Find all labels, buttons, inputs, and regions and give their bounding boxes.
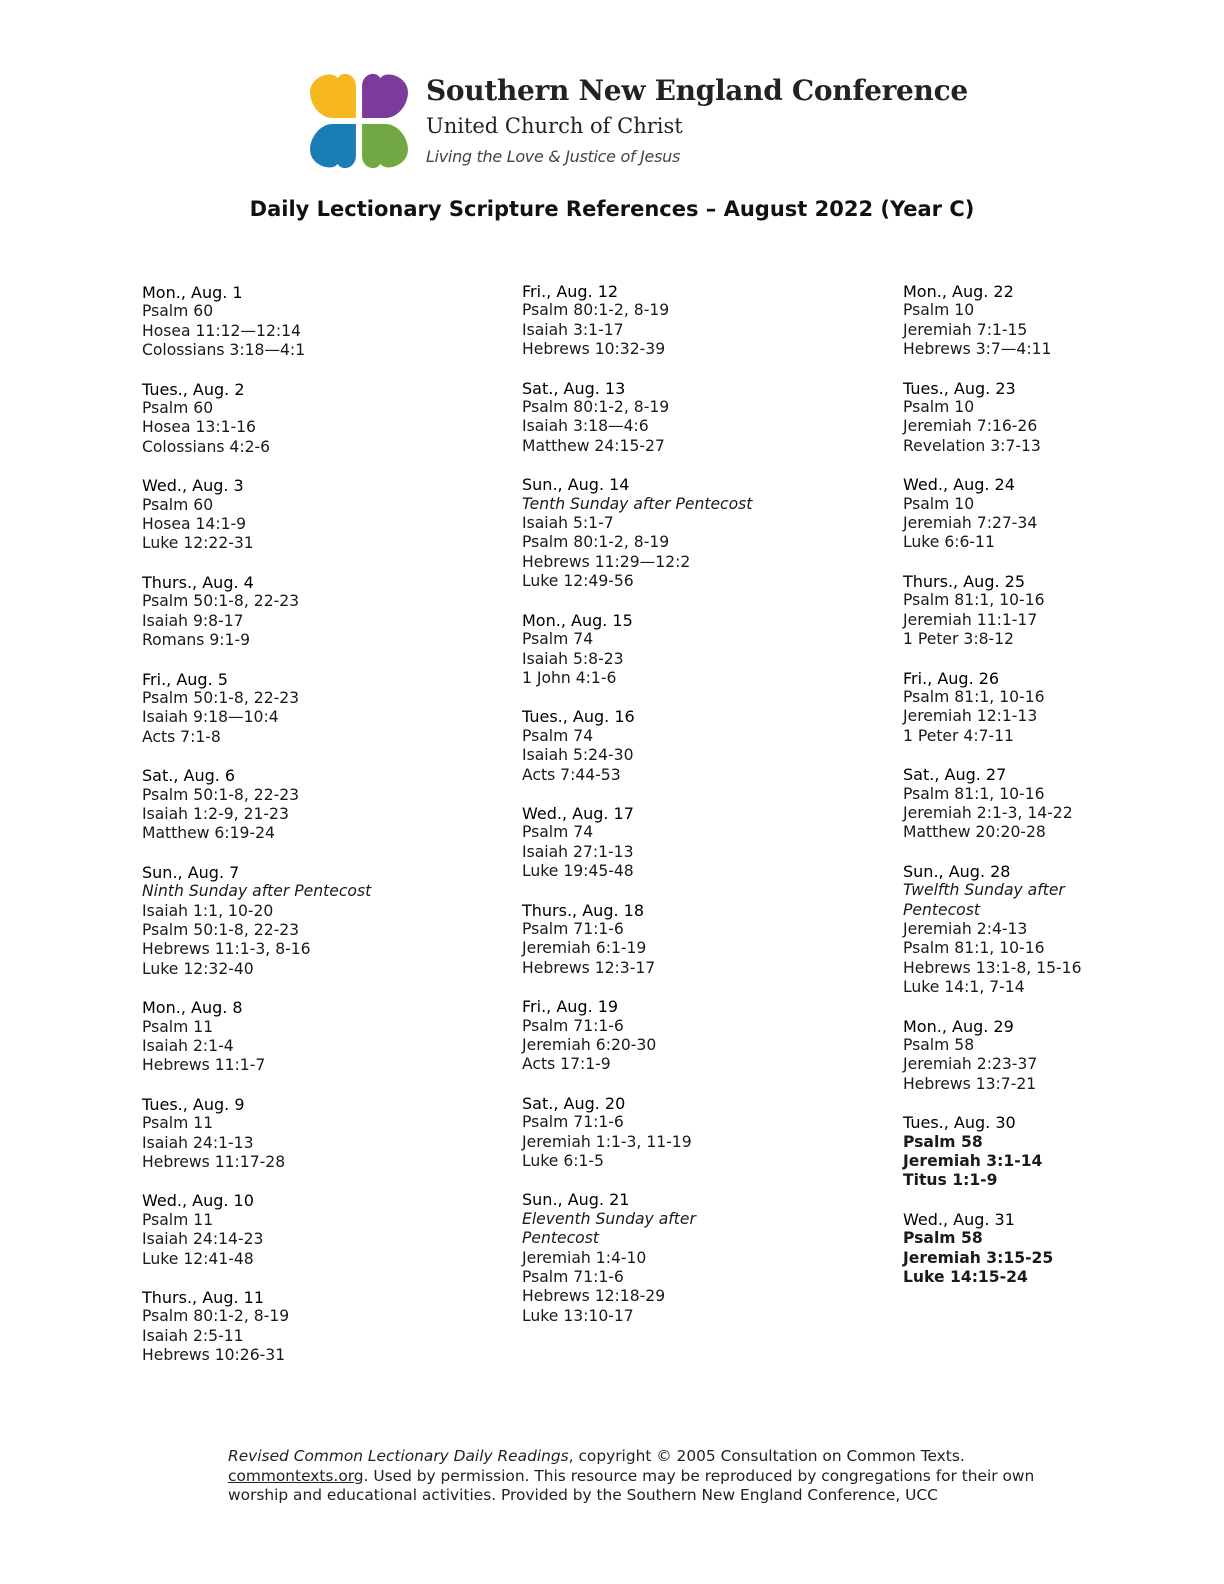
scripture-reading: Hebrews 12:3-17 [522, 958, 656, 977]
scripture-reading: Jeremiah 12:1-13 [903, 707, 1038, 726]
scripture-reading: Jeremiah 7:1-15 [903, 320, 1028, 339]
scripture-reading: Psalm 58 [903, 1132, 983, 1151]
scripture-reading: Hebrews 13:7-21 [903, 1074, 1037, 1093]
scripture-reading: Jeremiah 2:23-37 [903, 1055, 1038, 1074]
scripture-reading: Psalm 11 [142, 1114, 214, 1133]
scripture-reading: Psalm 50:1-8, 22-23 [142, 920, 300, 939]
day-heading: Sat., Aug. 20 [522, 1093, 626, 1113]
conference-logo [308, 70, 410, 172]
scripture-reading: Jeremiah 6:1-19 [522, 939, 647, 958]
scripture-reading: Luke 13:10-17 [522, 1306, 634, 1325]
scripture-reading: Revelation 3:7-13 [903, 436, 1041, 455]
scripture-reading: Psalm 11 [142, 1210, 214, 1229]
scripture-reading: Isaiah 3:1-17 [522, 320, 624, 339]
scripture-reading: Luke 12:41-48 [142, 1249, 254, 1268]
day-heading: Wed., Aug. 3 [142, 476, 244, 496]
organization-subtitle: United Church of Christ [426, 114, 683, 138]
scripture-reading: Jeremiah 2:4-13 [903, 919, 1028, 938]
day-heading: Sat., Aug. 6 [142, 766, 236, 786]
scripture-reading: Psalm 10 [903, 398, 975, 417]
day-entry [522, 1094, 882, 1172]
column-1 [142, 283, 502, 1385]
day-heading: Sun., Aug. 28 [903, 861, 1011, 881]
day-entry [522, 379, 882, 457]
scripture-reading: Jeremiah 7:27-34 [903, 514, 1038, 533]
scripture-reading: Jeremiah 3:15-25 [903, 1248, 1054, 1267]
page-title: Daily Lectionary Scripture References – August 2022 (Year C) [249, 197, 975, 221]
scripture-reading: 1 Peter 4:7-11 [903, 726, 1014, 745]
day-heading: Wed., Aug. 31 [903, 1209, 1015, 1229]
scripture-reading: Isaiah 2:5-11 [142, 1326, 244, 1345]
scripture-reading: Psalm 80:1-2, 8-19 [522, 301, 670, 320]
day-entry [142, 766, 502, 844]
scripture-reading: Hebrews 11:1-3, 8-16 [142, 940, 311, 959]
day-heading: Mon., Aug. 22 [903, 282, 1014, 301]
liturgical-day-note: Eleventh Sunday after Pentecost [522, 1209, 696, 1248]
day-entry [142, 1095, 502, 1173]
scripture-reading: Isaiah 27:1-13 [522, 842, 634, 861]
scripture-reading: Isaiah 1:1, 10-20 [142, 901, 274, 920]
day-entry [522, 901, 882, 979]
scripture-reading: Jeremiah 2:1-3, 14-22 [903, 803, 1073, 822]
day-heading: Fri., Aug. 19 [522, 997, 619, 1017]
day-entry [522, 611, 882, 689]
day-heading: Thurs., Aug. 4 [142, 572, 254, 592]
day-entry [903, 1113, 1224, 1191]
scripture-reading: Psalm 71:1-6 [522, 1113, 624, 1132]
day-entry [142, 998, 502, 1076]
scripture-reading: Luke 12:32-40 [142, 959, 254, 978]
scripture-reading: Psalm 60 [142, 302, 214, 321]
day-entry [522, 804, 882, 882]
scripture-reading: Psalm 50:1-8, 22-23 [142, 592, 300, 611]
day-heading: Fri., Aug. 5 [142, 669, 228, 689]
scripture-reading: Jeremiah 7:16-26 [903, 417, 1038, 436]
logo-petal-yellow [310, 74, 356, 118]
day-entry [903, 1210, 1224, 1288]
logo-petal-purple [362, 74, 408, 118]
day-entry [903, 765, 1224, 843]
scripture-reading: 1 John 4:1-6 [522, 668, 617, 687]
scripture-reading: Isaiah 5:8-23 [522, 649, 624, 668]
scripture-reading: Titus 1:1-9 [903, 1171, 998, 1190]
liturgical-day-note: Tenth Sunday after Pentecost [522, 494, 753, 513]
scripture-reading: Psalm 81:1, 10-16 [903, 939, 1045, 958]
footer-link[interactable]: commontexts.org [228, 1466, 364, 1485]
scripture-reading: 1 Peter 3:8-12 [903, 630, 1014, 649]
day-heading: Sat., Aug. 27 [903, 765, 1007, 785]
scripture-reading: Hebrews 11:1-7 [142, 1056, 266, 1075]
column-2 [522, 282, 882, 1345]
scripture-reading: Luke 6:6-11 [903, 533, 995, 552]
organization-block [426, 72, 968, 172]
day-heading: Tues., Aug. 23 [903, 378, 1016, 398]
scripture-reading: Psalm 80:1-2, 8-19 [142, 1307, 290, 1326]
day-heading: Wed., Aug. 24 [903, 475, 1015, 495]
scripture-reading: Isaiah 5:1-7 [522, 514, 614, 533]
day-entry [142, 476, 502, 554]
day-entry [903, 572, 1224, 650]
day-entry [142, 573, 502, 651]
day-entry [142, 670, 502, 748]
scripture-reading: Luke 19:45-48 [522, 862, 634, 881]
scripture-reading: Psalm 10 [903, 301, 975, 320]
scripture-reading: Hosea 14:1-9 [142, 515, 247, 534]
scripture-reading: Psalm 71:1-6 [522, 1268, 624, 1287]
scripture-reading: Isaiah 24:14-23 [142, 1230, 264, 1249]
day-heading: Wed., Aug. 17 [522, 803, 634, 823]
day-heading: Wed., Aug. 10 [142, 1191, 254, 1211]
day-entry [522, 707, 882, 785]
scripture-reading: Acts 17:1-9 [522, 1055, 611, 1074]
day-entry [142, 1191, 502, 1269]
day-heading: Tues., Aug. 2 [142, 379, 245, 399]
day-entry [142, 380, 502, 458]
scripture-reading: Hebrews 10:32-39 [522, 340, 666, 359]
scripture-reading: Luke 6:1-5 [522, 1152, 604, 1171]
day-heading: Fri., Aug. 26 [903, 668, 1000, 688]
day-entry [903, 1017, 1224, 1095]
scripture-reading: Psalm 60 [142, 399, 214, 418]
day-entry [522, 1190, 882, 1326]
scripture-reading: Hebrews 10:26-31 [142, 1346, 286, 1365]
scripture-reading: Psalm 81:1, 10-16 [903, 784, 1045, 803]
scripture-reading: Hebrews 3:7—4:11 [903, 340, 1052, 359]
day-entry [142, 1288, 502, 1366]
scripture-reading: Isaiah 5:24-30 [522, 746, 634, 765]
scripture-reading: Isaiah 9:18—10:4 [142, 708, 279, 727]
day-heading: Sat., Aug. 13 [522, 378, 626, 398]
scripture-reading: Hebrews 11:29—12:2 [522, 552, 691, 571]
scripture-reading: Matthew 24:15-27 [522, 436, 665, 455]
scripture-reading: Luke 12:49-56 [522, 572, 634, 591]
day-heading: Sun., Aug. 7 [142, 862, 240, 882]
day-heading: Thurs., Aug. 18 [522, 900, 644, 920]
day-heading: Mon., Aug. 29 [903, 1016, 1014, 1036]
scripture-reading: Jeremiah 11:1-17 [903, 610, 1038, 629]
day-heading: Tues., Aug. 16 [522, 707, 635, 727]
day-heading: Tues., Aug. 9 [142, 1094, 245, 1114]
scripture-reading: Colossians 4:2-6 [142, 437, 271, 456]
scripture-reading: Acts 7:44-53 [522, 765, 621, 784]
scripture-reading: Psalm 71:1-6 [522, 1016, 624, 1035]
scripture-reading: Jeremiah 3:1-14 [903, 1152, 1043, 1171]
scripture-reading: Isaiah 1:2-9, 21-23 [142, 804, 289, 823]
scripture-reading: Luke 14:1, 7-14 [903, 978, 1025, 997]
day-entry [903, 669, 1224, 747]
day-entry [142, 863, 502, 979]
day-entry [522, 282, 882, 360]
copyright-footer [228, 1447, 1048, 1506]
scripture-reading: Isaiah 24:1-13 [142, 1133, 254, 1152]
footer-permission: . Used by permission. This resource may be reproduced by congregations for their own worship and educational activities. Provided by the Southern New England Conference, UCC [228, 1466, 1035, 1504]
day-heading: Tues., Aug. 30 [903, 1113, 1016, 1133]
day-entry [903, 475, 1224, 553]
scripture-reading: Hebrews 12:18-29 [522, 1287, 666, 1306]
scripture-reading: Romans 9:1-9 [142, 631, 251, 650]
scripture-reading: Jeremiah 1:1-3, 11-19 [522, 1132, 692, 1151]
day-heading: Thurs., Aug. 25 [903, 571, 1025, 591]
liturgical-day-note: Twelfth Sunday after Pentecost [903, 881, 1065, 919]
day-heading: Mon., Aug. 8 [142, 998, 243, 1018]
day-heading: Sun., Aug. 14 [522, 475, 630, 495]
logo-petal-blue [310, 124, 356, 168]
day-heading: Mon., Aug. 15 [522, 610, 633, 630]
scripture-reading: Matthew 6:19-24 [142, 824, 275, 843]
scripture-reading: Acts 7:1-8 [142, 727, 221, 746]
scripture-reading: Hosea 11:12—12:14 [142, 321, 301, 340]
day-entry [522, 997, 882, 1075]
scripture-reading: Jeremiah 6:20-30 [522, 1036, 657, 1054]
day-entry [903, 282, 1224, 360]
scripture-reading: Luke 12:22-31 [142, 534, 254, 553]
liturgical-day-note: Ninth Sunday after Pentecost [142, 882, 372, 901]
day-heading: Thurs., Aug. 11 [142, 1288, 264, 1308]
scripture-reading: Psalm 10 [903, 494, 975, 513]
scripture-reading: Isaiah 3:18—4:6 [522, 417, 649, 436]
scripture-reading: Hebrews 11:17-28 [142, 1153, 286, 1172]
organization-tagline: Living the Love & Justice of Jesus [426, 147, 680, 166]
day-entry [522, 475, 882, 591]
scripture-reading: Psalm 81:1, 10-16 [903, 591, 1045, 610]
scripture-reading: Psalm 74 [522, 630, 594, 649]
scripture-reading: Psalm 58 [903, 1036, 975, 1054]
scripture-reading: Matthew 20:20-28 [903, 823, 1046, 842]
scripture-reading: Psalm 74 [522, 823, 594, 842]
scripture-reading: Luke 14:15-24 [903, 1268, 1028, 1287]
scripture-reading: Hebrews 13:1-8, 15-16 [903, 958, 1082, 977]
day-entry [142, 283, 502, 361]
column-3 [903, 282, 1224, 1306]
scripture-reading: Psalm 80:1-2, 8-19 [522, 398, 670, 417]
scripture-reading: Hosea 13:1-16 [142, 418, 256, 437]
scripture-reading: Psalm 81:1, 10-16 [903, 687, 1045, 706]
scripture-reading: Psalm 11 [142, 1017, 214, 1036]
organization-name: Southern New England Conference [426, 74, 968, 107]
scripture-reading: Colossians 3:18—4:1 [142, 341, 306, 360]
scripture-reading: Isaiah 9:8-17 [142, 611, 244, 630]
scripture-reading: Psalm 71:1-6 [522, 919, 624, 938]
footer-copyright: , copyright © 2005 Consultation on Common Texts. [568, 1447, 965, 1465]
day-entry [903, 862, 1224, 998]
scripture-reading: Psalm 50:1-8, 22-23 [142, 785, 300, 804]
day-heading: Mon., Aug. 1 [142, 283, 243, 302]
scripture-reading: Psalm 80:1-2, 8-19 [522, 533, 670, 552]
scripture-reading: Jeremiah 1:4-10 [522, 1248, 647, 1267]
scripture-reading: Psalm 60 [142, 495, 214, 514]
day-heading: Sun., Aug. 21 [522, 1190, 630, 1210]
scripture-reading: Psalm 74 [522, 726, 594, 745]
day-entry [903, 379, 1224, 457]
logo-petal-green [362, 124, 408, 168]
scripture-reading: Isaiah 2:1-4 [142, 1037, 234, 1055]
day-heading: Fri., Aug. 12 [522, 282, 619, 301]
scripture-reading: Psalm 58 [903, 1229, 983, 1248]
scripture-reading: Psalm 50:1-8, 22-23 [142, 688, 300, 707]
footer-source-title: Revised Common Lectionary Daily Readings [228, 1447, 569, 1465]
